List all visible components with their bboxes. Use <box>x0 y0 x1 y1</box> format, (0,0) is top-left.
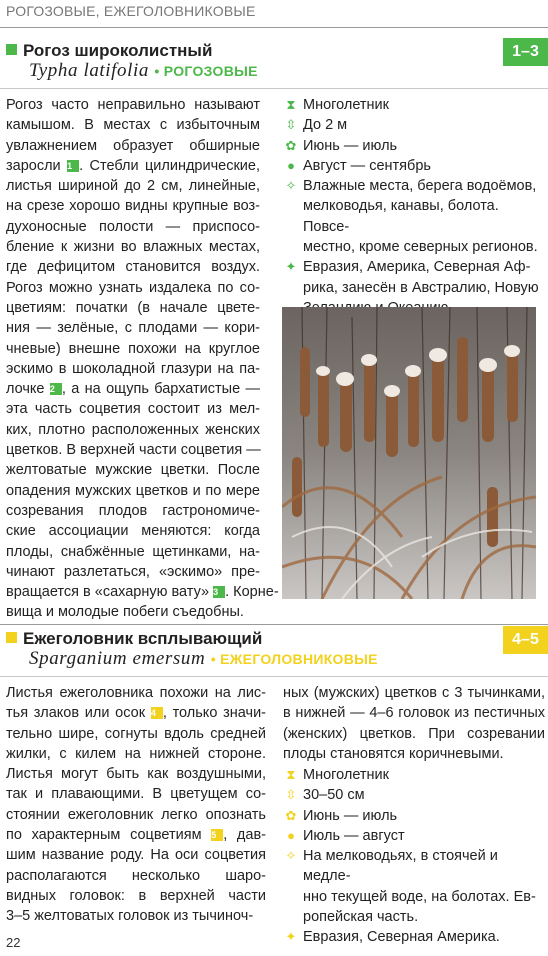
text-segment: тья злаков или осок <box>6 705 151 722</box>
text-line <box>6 420 260 440</box>
text-segment: эта часть соцветия состоит из мел- <box>6 401 260 418</box>
text-segment: желтоватые мужские цветки. После <box>6 462 260 479</box>
text-segment: чневые) внешне похожи на круглое <box>6 340 260 357</box>
page-number: 22 <box>6 935 21 950</box>
species1-title-row <box>6 41 212 61</box>
text-segment: . Корне- <box>225 584 279 601</box>
text-segment: вращается в «сахарную вату» <box>6 584 214 601</box>
section-divider <box>0 624 548 625</box>
fact-text: 30–50 см <box>303 787 365 804</box>
species1-latin-line <box>29 60 258 82</box>
cattail-snow-photo <box>282 307 536 599</box>
fact-text: местно, кроме северных регионов. <box>303 239 538 256</box>
fact-text: До 2 м <box>303 117 348 134</box>
text-segment: листья шириной до 2 см, линейные, <box>6 178 260 195</box>
text-segment: Листья могут быть как воздушными, <box>6 766 266 783</box>
text-segment: тельно шире, согнуты вдоль средней <box>6 725 266 742</box>
species2-photo-numbers: 4–5 <box>503 626 548 654</box>
text-line <box>6 764 266 784</box>
text-segment: , только значи- <box>162 705 266 722</box>
range-star-icon: ✦ <box>285 929 297 945</box>
fact-text: Июль — август <box>303 827 405 844</box>
text-segment: в нижней — 4–6 головок из пестичных <box>283 705 545 722</box>
text-line <box>283 744 545 764</box>
fact-text: ропейская часть. <box>303 909 419 926</box>
text-line <box>6 744 266 764</box>
fact-item <box>283 785 545 805</box>
fact-item <box>283 765 545 785</box>
text-line <box>6 866 266 886</box>
fact-text: рика, занесён в Австралию, Новую <box>303 279 539 296</box>
species2-family: • ЕЖЕГОЛОВНИКОВЫЕ <box>210 651 378 667</box>
species2-latin-line <box>29 648 378 670</box>
species2-title: Ежеголовник всплывающий <box>23 629 263 648</box>
text-segment: Рогоз можно узнать издалека по со- <box>6 279 260 296</box>
text-line <box>6 156 260 176</box>
text-line <box>6 278 260 298</box>
text-segment: по характерным соцветиям <box>6 827 212 844</box>
text-line <box>6 257 260 277</box>
habitat-star-icon: ✧ <box>285 848 297 864</box>
fact-item <box>283 176 545 257</box>
species1-latin: Typha latifolia <box>29 60 150 81</box>
text-line <box>6 95 260 115</box>
text-segment: 3–5 желтоватых головок из тычиноч- <box>6 908 254 925</box>
fruit-dot-icon: ● <box>287 157 295 173</box>
fact-item <box>283 95 545 115</box>
text-segment: ных (мужских) цветков с 3 тычинками, <box>283 685 545 701</box>
fact-item <box>283 156 545 176</box>
text-line <box>6 217 260 237</box>
text-segment: созревания плодов гастрономиче- <box>6 502 260 519</box>
fact-text: Июнь — июль <box>303 807 398 824</box>
text-segment: на срезе хорошо видны крупные воз- <box>6 198 260 215</box>
text-line <box>283 703 545 723</box>
text-line <box>6 724 266 744</box>
yellow-square-icon <box>6 632 17 643</box>
text-segment: бление к жизни во влажных местах, <box>6 239 260 256</box>
hourglass-icon: ⧗ <box>286 97 296 112</box>
species2-description-right <box>283 683 545 764</box>
height-arrows-icon: ⇳ <box>285 117 297 133</box>
text-line <box>6 196 260 216</box>
text-line <box>6 318 260 338</box>
fact-text: Влажные места, берега водоёмов, <box>303 178 537 195</box>
species1-photo-numbers: 1–3 <box>503 38 548 66</box>
page-header <box>0 0 548 22</box>
text-segment: , а на ощупь бархатистые — <box>61 381 260 398</box>
species1-facts <box>283 95 545 318</box>
hourglass-icon: ⧗ <box>286 767 296 782</box>
text-line <box>6 886 266 906</box>
species1-title: Рогоз широколистный <box>23 41 213 60</box>
text-segment: чинают разлетаться, «эскимо» пре- <box>6 563 260 580</box>
species2-title-row <box>6 629 262 649</box>
fact-item <box>283 927 545 947</box>
species2-facts <box>283 765 545 948</box>
text-segment: жилки, с килем на нижней стороне. <box>6 745 266 762</box>
text-line <box>6 399 260 419</box>
flower-icon: ✿ <box>285 137 297 153</box>
height-arrows-icon: ⇳ <box>285 787 297 803</box>
text-line <box>6 136 260 156</box>
text-line <box>6 521 260 541</box>
text-line <box>6 176 260 196</box>
text-line <box>6 825 266 845</box>
text-segment: , дав- <box>223 827 266 844</box>
text-segment: плоды становятся коричневыми. <box>283 745 504 762</box>
text-segment: ких, плотно расположенных женских <box>6 421 260 438</box>
text-line <box>6 339 260 359</box>
text-segment: ские ассоциации меняются: когда <box>6 523 260 540</box>
text-segment: вища и молодые побеги съедобны. <box>6 604 244 621</box>
text-segment: заросли <box>6 157 68 174</box>
fact-text: Многолетник <box>303 97 390 113</box>
fact-text: Евразия, Америка, Северная Аф- <box>303 259 531 276</box>
text-line <box>6 237 260 257</box>
text-segment: шим название роду. На оси соцветия <box>6 847 266 864</box>
fact-item <box>283 846 545 927</box>
fact-item <box>283 115 545 135</box>
fact-item <box>283 136 545 156</box>
habitat-star-icon: ✧ <box>285 178 297 194</box>
text-line <box>6 784 266 804</box>
photo-ref-marker: 1 <box>67 160 79 172</box>
text-line <box>6 115 260 135</box>
text-line <box>6 440 260 460</box>
fact-text: Евразия, Северная Америка. <box>303 929 500 946</box>
text-segment: цветиям: початки (в начале цвете- <box>6 299 260 316</box>
text-segment: лочке <box>6 381 50 398</box>
text-line <box>283 724 545 744</box>
text-segment: так и плавающими. В цветущем со- <box>6 786 266 803</box>
fact-text: Июнь — июль <box>303 137 398 154</box>
species2-title-rule <box>0 676 548 677</box>
photo-ref-marker: 2 <box>50 383 62 395</box>
text-segment: камышом. В местах с избыточным <box>6 117 260 134</box>
fact-text: На мелководьях, в стоячей и медле- <box>303 848 498 885</box>
text-segment: располагаются несколько шаро- <box>6 867 266 884</box>
section-label: РОГОЗОВЫЕ, ЕЖЕГОЛОВНИКОВЫЕ <box>6 3 256 19</box>
text-segment: ния — зелёные, с плодами — кори- <box>6 320 260 337</box>
photo-ref-marker: 4 <box>151 707 163 719</box>
text-segment: Рогоз часто неправильно называют <box>6 97 260 113</box>
text-segment: стоянии ежеголовник легко опознать <box>6 806 266 823</box>
text-line <box>6 298 260 318</box>
species1-family: • РОГОЗОВЫЕ <box>154 63 258 79</box>
text-line <box>6 542 260 562</box>
text-line <box>6 481 260 501</box>
text-line <box>283 683 545 703</box>
text-segment: увлажнением образует обширные <box>6 137 260 154</box>
text-line <box>6 460 260 480</box>
species1-title-rule <box>0 88 548 89</box>
photo-ref-marker: 3 <box>213 586 225 598</box>
text-segment: Листья ежеголовника похожи на лис- <box>6 685 266 701</box>
text-line <box>6 805 266 825</box>
fact-item <box>283 826 545 846</box>
flower-icon: ✿ <box>285 807 297 823</box>
fact-item <box>283 806 545 826</box>
text-segment: эскимо в шоколадной глазури на па- <box>6 360 260 377</box>
text-segment: опадения мужских цветков и по мере <box>6 482 260 499</box>
text-segment: (женских) цветков. При созревании <box>283 725 545 742</box>
fact-text: нно текущей воде, на болотах. Ев- <box>303 888 536 905</box>
text-line <box>6 562 260 582</box>
cattail-photo-drawing <box>282 307 536 599</box>
text-line <box>6 906 266 926</box>
fact-text: Август — сентябрь <box>303 157 431 174</box>
text-line <box>6 379 260 399</box>
text-line <box>6 845 266 865</box>
range-star-icon: ✦ <box>285 259 297 275</box>
fact-text: мелководья, канавы, болота. Повсе- <box>303 198 499 235</box>
text-line <box>6 703 266 723</box>
species2-latin: Sparganium emersum <box>29 648 206 669</box>
green-square-icon <box>6 44 17 55</box>
text-line <box>6 683 266 703</box>
text-segment: духоносные полости — приспосо- <box>6 218 260 235</box>
text-segment: видных головок: в верхней части <box>6 887 266 904</box>
text-segment: где дефицитом становится воздух. <box>6 259 260 276</box>
text-line <box>6 582 279 602</box>
fact-text: Многолетник <box>303 767 390 783</box>
header-rule <box>0 27 548 28</box>
text-line <box>6 501 260 521</box>
species2-description-left <box>6 683 266 927</box>
photo-ref-marker: 5 <box>211 829 223 841</box>
fruit-dot-icon: ● <box>287 827 295 843</box>
text-segment: цветков. В верхней части соцветия — <box>6 442 261 459</box>
species1-description <box>6 95 279 623</box>
text-line <box>6 359 260 379</box>
text-segment: . Стебли цилиндрические, <box>79 157 261 174</box>
text-line <box>6 602 260 622</box>
text-segment: плоды, снабжённые щетинками, на- <box>6 543 260 560</box>
